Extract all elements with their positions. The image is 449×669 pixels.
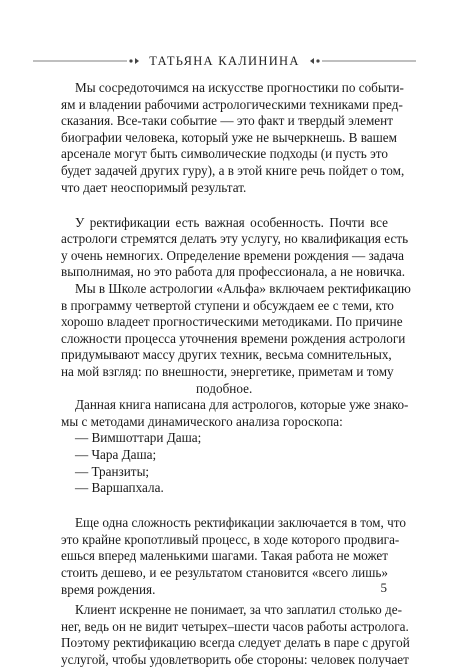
- technique-list: [61, 430, 388, 496]
- text-line: ям и владении рабочими астрологическими техниками пред-: [61, 96, 403, 112]
- text-line: биографии человека, который уже не вычеркнешь. В вашем: [61, 129, 397, 145]
- text-line: это крайне кропотливый процесс, в ходе которого продвига-: [61, 531, 400, 547]
- running-header: [0, 51, 449, 71]
- text-line: мы с методами динамического анализа гороскопа:: [61, 413, 343, 429]
- text-line: услугой, чтобы удовлетворить обе стороны: человек получает: [61, 652, 409, 667]
- ornament-right-icon: [308, 57, 418, 65]
- text-line: у очень немногих. Определение времени рождения — задача: [61, 247, 405, 263]
- list-item: — Варшапхала.: [75, 480, 164, 496]
- text-line: астрологи стремятся делать эту услугу, но квалификация есть: [61, 231, 409, 247]
- text-line: сказания. Все-таки событие — это факт и твердый элемент: [61, 113, 393, 129]
- text-line: арсенале могут быть символические подходы (и пусть это: [61, 146, 388, 162]
- text-line: выполнимая, но это работа для профессионала, а не новичка.: [61, 264, 406, 280]
- text-line: время рождения.: [61, 581, 156, 597]
- text-line: на мой взгляд: по внешности, энергетике, приметам и тому: [61, 364, 394, 379]
- text-line: сложности процесса уточнения времени рождения астрологи: [61, 330, 406, 346]
- text-line: У ректификации есть важная особенность. Почти все: [75, 214, 388, 230]
- text-line: хорошо владеет прогностическими методиками. По причине: [61, 314, 403, 330]
- text-line: Клиент искренне не понимает, за что заплатил столько де-: [75, 602, 402, 618]
- running-title: ТАТЬЯНА КАЛИНИНА: [149, 53, 300, 68]
- text-line: придумывают массу других техник, весьма сомнительных,: [61, 347, 392, 363]
- text-line: в программу четвертой ступени и обсуждаем ее с теми, кто: [61, 297, 394, 313]
- text-line: Поэтому ректификацию всегда следует делать в паре с другой: [61, 635, 410, 651]
- text-line: ешься вперед маленькими шагами. Такая работа не может: [61, 548, 388, 564]
- text-line: нег, ведь он не видит четырех–шести часов работы астролога.: [61, 618, 409, 634]
- text-line: Еще одна сложность ректификации заключается в том, что: [75, 515, 406, 531]
- text-line: подобное.: [196, 380, 253, 396]
- paragraph-gap: [61, 196, 388, 215]
- page-number: 5: [380, 580, 387, 595]
- page-body-text: [61, 80, 411, 669]
- text-line: стоить дешево, и ее результатом становится «всего лишь»: [61, 565, 388, 581]
- text-line: Данная книга написана для астрологов, которые уже знако-: [75, 397, 409, 413]
- paragraph: [61, 397, 409, 430]
- paragraph: [61, 281, 411, 397]
- text-line: Мы сосредоточимся на искусстве прогностики по событи-: [75, 80, 404, 95]
- list-item: — Транзиты;: [75, 463, 150, 479]
- paragraph: [61, 80, 405, 196]
- list-item: — Чара Даша;: [75, 446, 157, 462]
- list-item: — Вимшоттари Даша;: [75, 430, 202, 446]
- text-line: Мы в Школе астрологии «Альфа» включаем ректификацию: [75, 281, 411, 297]
- ornament-left-icon: [31, 57, 141, 65]
- paragraph: [61, 602, 410, 668]
- paragraph: [61, 214, 409, 281]
- text-line: будет задачей других гуру), а в этой книге речь пойдет о том,: [61, 162, 405, 178]
- paragraph: [61, 515, 406, 598]
- paragraph-gap: [61, 497, 388, 516]
- text-line: что дает неоспоримый результат.: [61, 179, 247, 195]
